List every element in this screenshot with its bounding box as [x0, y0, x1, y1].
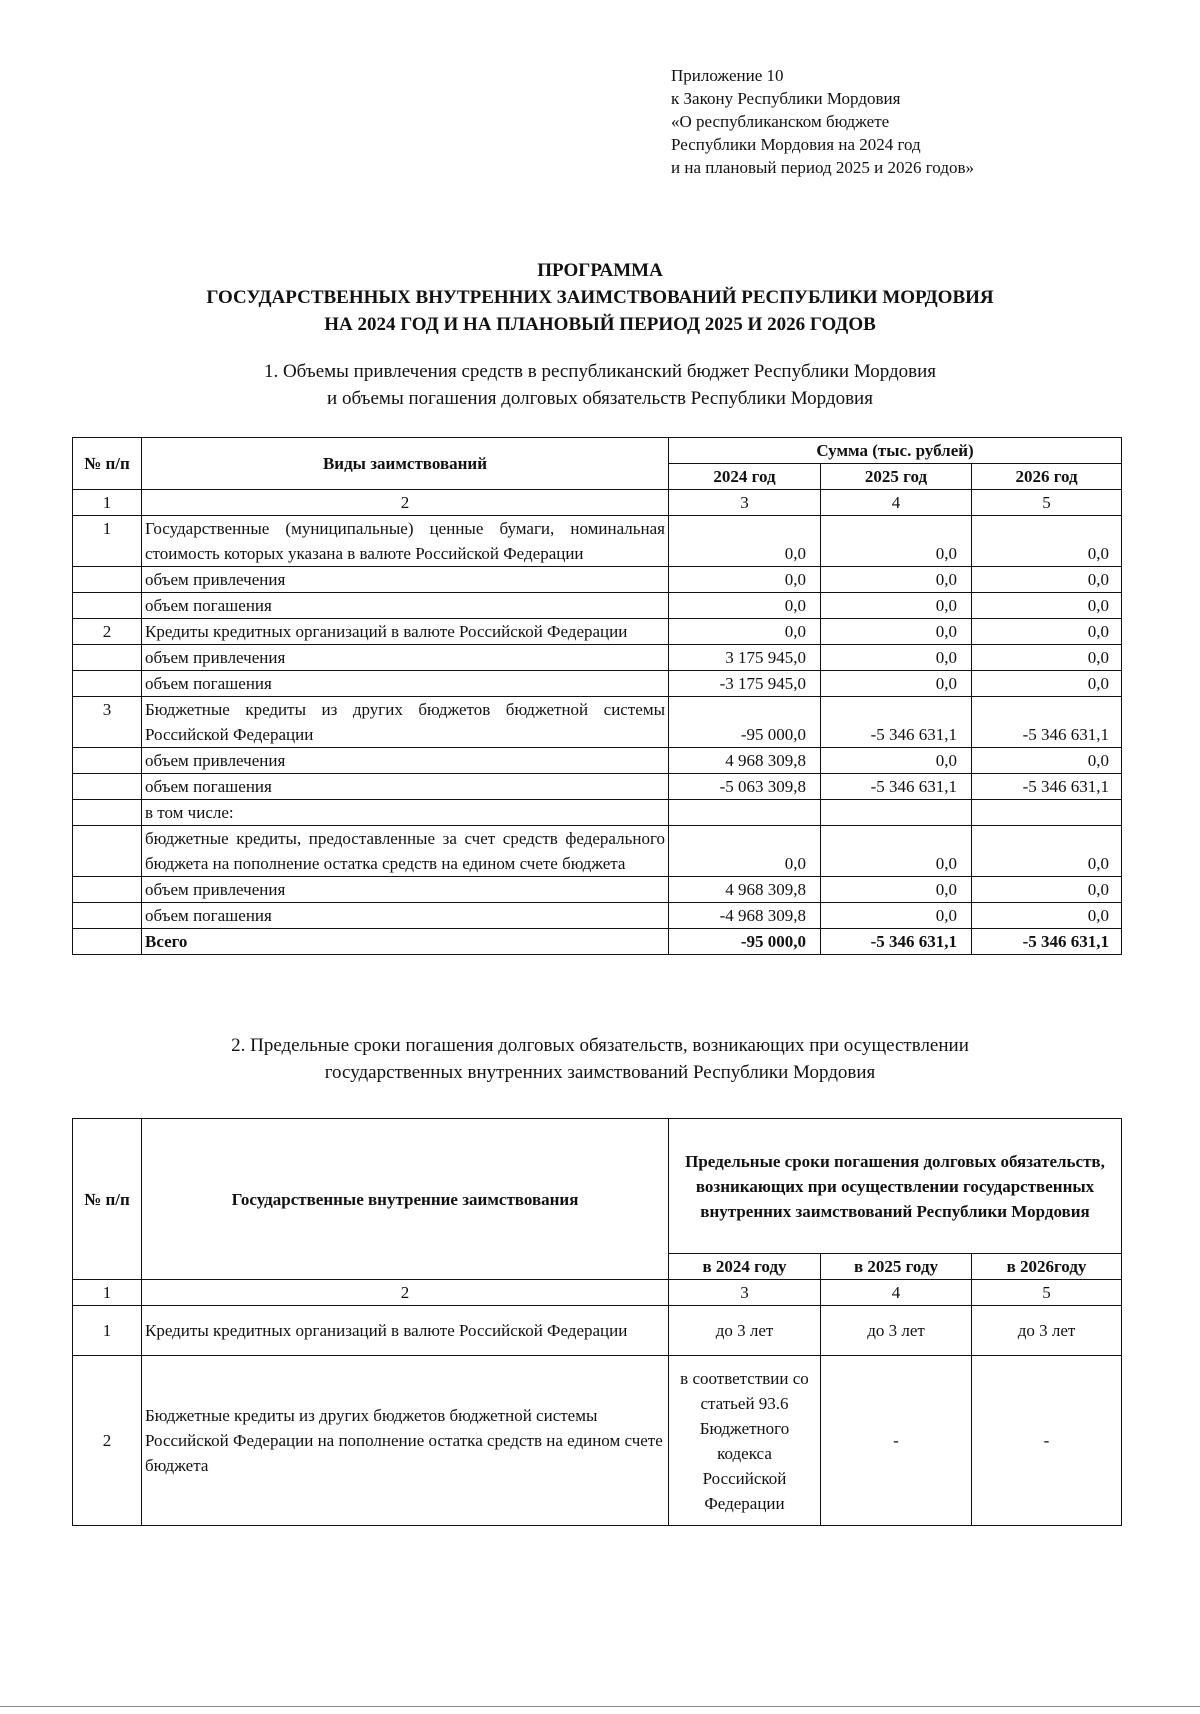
row-label: в том числе:	[142, 800, 669, 826]
row-label: Государственные (муниципальные) ценные бумаги, номинальная стоимость которых указана в валюте Российской Федерации	[142, 516, 669, 567]
row-label: объем привлечения	[142, 748, 669, 774]
value-2026	[972, 800, 1122, 826]
value-2026: 0,0	[972, 619, 1122, 645]
table-row	[73, 903, 1122, 929]
value-2024	[669, 800, 821, 826]
value-2025: -5 346 631,1	[821, 774, 972, 800]
row-label: бюджетные кредиты, предоставленные за счет средств федерального бюджета на пополнение остатка средств на едином счете бюджета	[142, 826, 669, 877]
row-number	[73, 671, 142, 697]
header-kind: Виды заимствований	[142, 438, 669, 490]
index-cell: 2	[142, 1280, 669, 1306]
value-2026: 0,0	[972, 826, 1122, 877]
row-label: объем погашения	[142, 774, 669, 800]
term-2025: -	[821, 1356, 972, 1526]
value-2025: 0,0	[821, 593, 972, 619]
total-label: Всего	[142, 929, 669, 955]
value-2026: 0,0	[972, 748, 1122, 774]
table-row	[73, 877, 1122, 903]
table-row	[73, 1306, 1122, 1356]
index-cell: 4	[821, 490, 972, 516]
total-2024: -95 000,0	[669, 929, 821, 955]
total-2026: -5 346 631,1	[972, 929, 1122, 955]
value-2026: 0,0	[972, 567, 1122, 593]
header-2025: 2025 год	[821, 464, 972, 490]
appendix-line: и на плановый период 2025 и 2026 годов»	[671, 158, 974, 177]
appendix-line: к Закону Республики Мордовия	[671, 89, 901, 108]
appendix-line: Республики Мордовия на 2024 год	[671, 135, 921, 154]
table-row	[73, 800, 1122, 826]
index-row	[73, 490, 1122, 516]
index-cell: 4	[821, 1280, 972, 1306]
header-2026: в 2026году	[972, 1254, 1122, 1280]
row-number: 2	[73, 1356, 142, 1526]
row-number: 1	[73, 516, 142, 567]
row-label: Бюджетные кредиты из других бюджетов бюджетной системы Российской Федерации на пополнение остатка средств на едином счете бюджета	[142, 1356, 669, 1526]
header-2024: 2024 год	[669, 464, 821, 490]
index-cell: 2	[142, 490, 669, 516]
row-label: объем привлечения	[142, 645, 669, 671]
term-2024: в соответствии со статьей 93.6 Бюджетного кодекса Российской Федерации	[669, 1356, 821, 1526]
table-row	[73, 748, 1122, 774]
section2-heading-line2: государственных внутренних заимствований Республики Мордовия	[324, 1062, 876, 1083]
header-num: № п/п	[73, 1119, 142, 1280]
value-2024: 0,0	[669, 567, 821, 593]
value-2026: -5 346 631,1	[972, 774, 1122, 800]
section1-heading: 1. Объемы привлечения средств в республиканский бюджет Республики Мордовия	[263, 361, 937, 382]
total-row	[73, 929, 1122, 955]
index-cell: 1	[73, 1280, 142, 1306]
borrowing-volumes-table	[72, 437, 1122, 955]
row-label: объем привлечения	[142, 567, 669, 593]
header-terms: Предельные сроки погашения долговых обязательств, возникающих при осуществлении государственных внутренних заимствований Республики Мордовия	[669, 1119, 1122, 1254]
repayment-terms-table	[72, 1118, 1122, 1526]
index-cell: 3	[669, 490, 821, 516]
row-number: 2	[73, 619, 142, 645]
index-row	[73, 1280, 1122, 1306]
bottom-scan-line	[0, 1706, 1200, 1707]
row-number: 3	[73, 697, 142, 748]
total-2025: -5 346 631,1	[821, 929, 972, 955]
row-number	[73, 567, 142, 593]
table-row	[73, 774, 1122, 800]
program-title-line3: НА 2024 ГОД И НА ПЛАНОВЫЙ ПЕРИОД 2025 И 2026 ГОДОВ	[324, 314, 876, 335]
value-2025: 0,0	[821, 826, 972, 877]
table-row	[73, 1356, 1122, 1526]
row-number	[73, 645, 142, 671]
value-2026: 0,0	[972, 516, 1122, 567]
row-number	[73, 748, 142, 774]
appendix-line: «О республиканском бюджете	[671, 112, 890, 131]
term-2026: до 3 лет	[972, 1306, 1122, 1356]
value-2026: 0,0	[972, 645, 1122, 671]
term-2025: до 3 лет	[821, 1306, 972, 1356]
value-2024: -95 000,0	[669, 697, 821, 748]
value-2026: 0,0	[972, 877, 1122, 903]
value-2024: 3 175 945,0	[669, 645, 821, 671]
row-number	[73, 800, 142, 826]
value-2025	[821, 800, 972, 826]
value-2025: 0,0	[821, 645, 972, 671]
program-title: ПРОГРАММА	[537, 260, 663, 281]
table-row	[73, 826, 1122, 877]
index-cell: 5	[972, 490, 1122, 516]
table-row	[73, 593, 1122, 619]
value-2025: 0,0	[821, 619, 972, 645]
value-2025: 0,0	[821, 748, 972, 774]
header-2024: в 2024 году	[669, 1254, 821, 1280]
term-2026: -	[972, 1356, 1122, 1526]
row-number: 1	[73, 1306, 142, 1356]
appendix-line: Приложение 10	[671, 66, 784, 85]
value-2026: -5 346 631,1	[972, 697, 1122, 748]
row-label: объем привлечения	[142, 877, 669, 903]
header-num: № п/п	[73, 438, 142, 490]
value-2024: 0,0	[669, 593, 821, 619]
value-2024: 0,0	[669, 516, 821, 567]
appendix-note	[671, 64, 974, 179]
value-2024: -3 175 945,0	[669, 671, 821, 697]
row-label: объем погашения	[142, 903, 669, 929]
value-2024: 4 968 309,8	[669, 877, 821, 903]
value-2024: -4 968 309,8	[669, 903, 821, 929]
table-row	[73, 516, 1122, 567]
table-row	[73, 567, 1122, 593]
table-row	[73, 619, 1122, 645]
value-2025: 0,0	[821, 516, 972, 567]
row-label: объем погашения	[142, 671, 669, 697]
table-row	[73, 671, 1122, 697]
index-cell: 5	[972, 1280, 1122, 1306]
header-2025: в 2025 году	[821, 1254, 972, 1280]
row-label: Кредиты кредитных организаций в валюте Российской Федерации	[142, 1306, 669, 1356]
section1-heading-line2: и объемы погашения долговых обязательств Республики Мордовия	[327, 388, 873, 409]
value-2024: 4 968 309,8	[669, 748, 821, 774]
section2-heading: 2. Предельные сроки погашения долговых обязательств, возникающих при осуществлении	[231, 1035, 969, 1056]
value-2024: 0,0	[669, 619, 821, 645]
row-number	[73, 877, 142, 903]
header-kind: Государственные внутренние заимствования	[142, 1119, 669, 1280]
value-2024: -5 063 309,8	[669, 774, 821, 800]
row-label: объем погашения	[142, 593, 669, 619]
value-2026: 0,0	[972, 593, 1122, 619]
value-2025: -5 346 631,1	[821, 697, 972, 748]
header-sum: Сумма (тыс. рублей)	[669, 438, 1122, 464]
row-label: Кредиты кредитных организаций в валюте Российской Федерации	[142, 619, 669, 645]
row-label: Бюджетные кредиты из других бюджетов бюджетной системы Российской Федерации	[142, 697, 669, 748]
value-2025: 0,0	[821, 903, 972, 929]
table-row	[73, 697, 1122, 748]
term-2024: до 3 лет	[669, 1306, 821, 1356]
value-2025: 0,0	[821, 567, 972, 593]
value-2024: 0,0	[669, 826, 821, 877]
value-2026: 0,0	[972, 671, 1122, 697]
value-2025: 0,0	[821, 671, 972, 697]
header-2026: 2026 год	[972, 464, 1122, 490]
row-number	[73, 826, 142, 877]
index-cell: 3	[669, 1280, 821, 1306]
table-row	[73, 645, 1122, 671]
program-title-line2: ГОСУДАРСТВЕННЫХ ВНУТРЕННИХ ЗАИМСТВОВАНИЙ РЕСПУБЛИКИ МОРДОВИЯ	[206, 287, 994, 308]
row-number	[73, 593, 142, 619]
value-2025: 0,0	[821, 877, 972, 903]
total-empty	[73, 929, 142, 955]
value-2026: 0,0	[972, 903, 1122, 929]
index-cell: 1	[73, 490, 142, 516]
row-number	[73, 774, 142, 800]
row-number	[73, 903, 142, 929]
